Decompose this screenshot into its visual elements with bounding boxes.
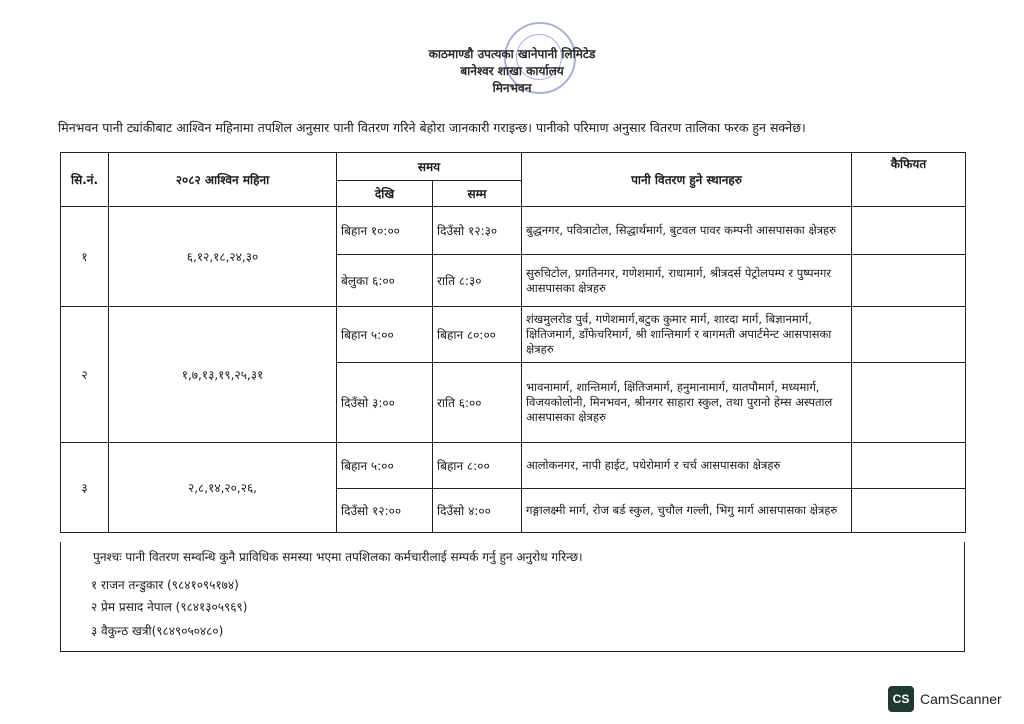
header-from: देखि: [337, 181, 433, 207]
row-sn: १: [61, 207, 109, 307]
contact-item: ३ वैकुन्ठ खत्री(९८४९०५०४८०): [91, 624, 224, 638]
distribution-table: [60, 152, 966, 533]
header-remarks: कैफियत: [852, 153, 966, 207]
camscanner-label: CamScanner: [920, 691, 1002, 707]
places-cell: आलोकनगर, नापी हाईट, पधेरोमार्ग र चर्च आसपासका क्षेत्रहरु: [522, 443, 852, 489]
time-from: बिहान ५:००: [337, 307, 433, 363]
remarks-cell: [852, 307, 966, 363]
document-header: [0, 46, 1024, 97]
remarks-cell: [852, 255, 966, 307]
header-sn: सि.नं.: [61, 153, 109, 207]
time-from: बिहान १०:००: [337, 207, 433, 255]
notice-text: मिनभवन पानी ट्यांकीबाट आश्विन महिनामा तपशिल अनुसार पानी वितरण गरिने बेहोरा जानकारी गराइन्छ। पानीको परिमाण अनुसार वितरण तालिका फरक हुन सक्नेछ।: [58, 120, 806, 135]
time-from: बिहान ५:००: [337, 443, 433, 489]
places-cell: बुद्धनगर, पवित्राटोल, सिद्धार्थमार्ग, बुटवल पावर कम्पनी आसपासका क्षेत्रहरु: [522, 207, 852, 255]
time-to: बिहान ८०:००: [433, 307, 522, 363]
org-name: काठमाण्डौ उपत्यका खानेपानी लिमिटेड: [428, 47, 596, 61]
table-row: [61, 443, 966, 489]
time-to: राति ८:३०: [433, 255, 522, 307]
time-to: दिउँसो १२:३०: [433, 207, 522, 255]
footer-contacts: [60, 542, 965, 652]
camscanner-icon: CS: [888, 686, 914, 712]
time-from: दिउँसो १२:००: [337, 489, 433, 533]
time-from: दिउँसो ३:००: [337, 363, 433, 443]
time-to: दिउँसो ४:००: [433, 489, 522, 533]
row-dates: १,७,१३,१९,२५,३१: [109, 307, 337, 443]
remarks-cell: [852, 443, 966, 489]
time-from: बेलुका ६:००: [337, 255, 433, 307]
row-sn: ३: [61, 443, 109, 533]
location-name: मिनभवन: [492, 81, 532, 95]
remarks-cell: [852, 363, 966, 443]
row-dates: ६,१२,१८,२४,३०: [109, 207, 337, 307]
places-cell: गङ्गालक्ष्मी मार्ग, रोज बर्ड स्कुल, चुचौल गल्ली, भिगु मार्ग आसपासका क्षेत्रहरु: [522, 489, 852, 533]
footer-note: पुनश्चः पानी वितरण सम्वन्धि कुनै प्राविधिक समस्या भएमा तपशिलका कर्मचारीलाई सम्पर्क गर्नु हुन अनुरोध गरिन्छ।: [93, 550, 583, 564]
header-to: सम्म: [433, 181, 522, 207]
places-cell: भावनामार्ग, शान्तिमार्ग, क्षितिजमार्ग, हनुमानामार्ग, यातपौमार्ग, मध्यमार्ग, विजयकोलोनी, मिनभवन, श्रीनगर साहारा स्कुल, तथा पुरानो हेम्स अस्पताल आसपासका क्षेत्रहरु: [522, 363, 852, 443]
header-places: पानी वितरण हुने स्थानहरु: [522, 153, 852, 207]
table-row: [61, 207, 966, 255]
contact-item: २ प्रेम प्रसाद नेपाल (९८४१३०५९६९): [91, 600, 248, 614]
header-time: समय: [337, 153, 522, 181]
time-to: राति ६:००: [433, 363, 522, 443]
row-sn: २: [61, 307, 109, 443]
contact-item: १ राजन तन्डुकार (९८४१०९५१७४): [91, 578, 239, 592]
row-dates: २,८,१४,२०,२६,: [109, 443, 337, 533]
header-month: २०८२ आश्विन महिना: [109, 153, 337, 207]
places-cell: सुरुचिटोल, प्रगतिनगर, गणेशमार्ग, राधामार्ग, श्रीत्रदर्स पेट्रोलपम्प र पुष्पनगर आसपासका क्षेत्रहरु: [522, 255, 852, 307]
remarks-cell: [852, 207, 966, 255]
places-cell: शंखमुलरोड पुर्व, गणेशमार्ग,बटुक कुमार मार्ग, शारदा मार्ग, बिज्ञानमार्ग, क्षितिजमार्ग, डाँफेचरिमार्ग, श्री शान्तिमार्ग र बागमती अपार्टमेन्ट आसपासका क्षेत्रहरु: [522, 307, 852, 363]
branch-name: बानेश्वर शाखा कार्यालय: [460, 64, 564, 78]
time-to: बिहान ८:००: [433, 443, 522, 489]
camscanner-watermark: [888, 686, 1002, 712]
remarks-cell: [852, 489, 966, 533]
table-row: [61, 307, 966, 363]
